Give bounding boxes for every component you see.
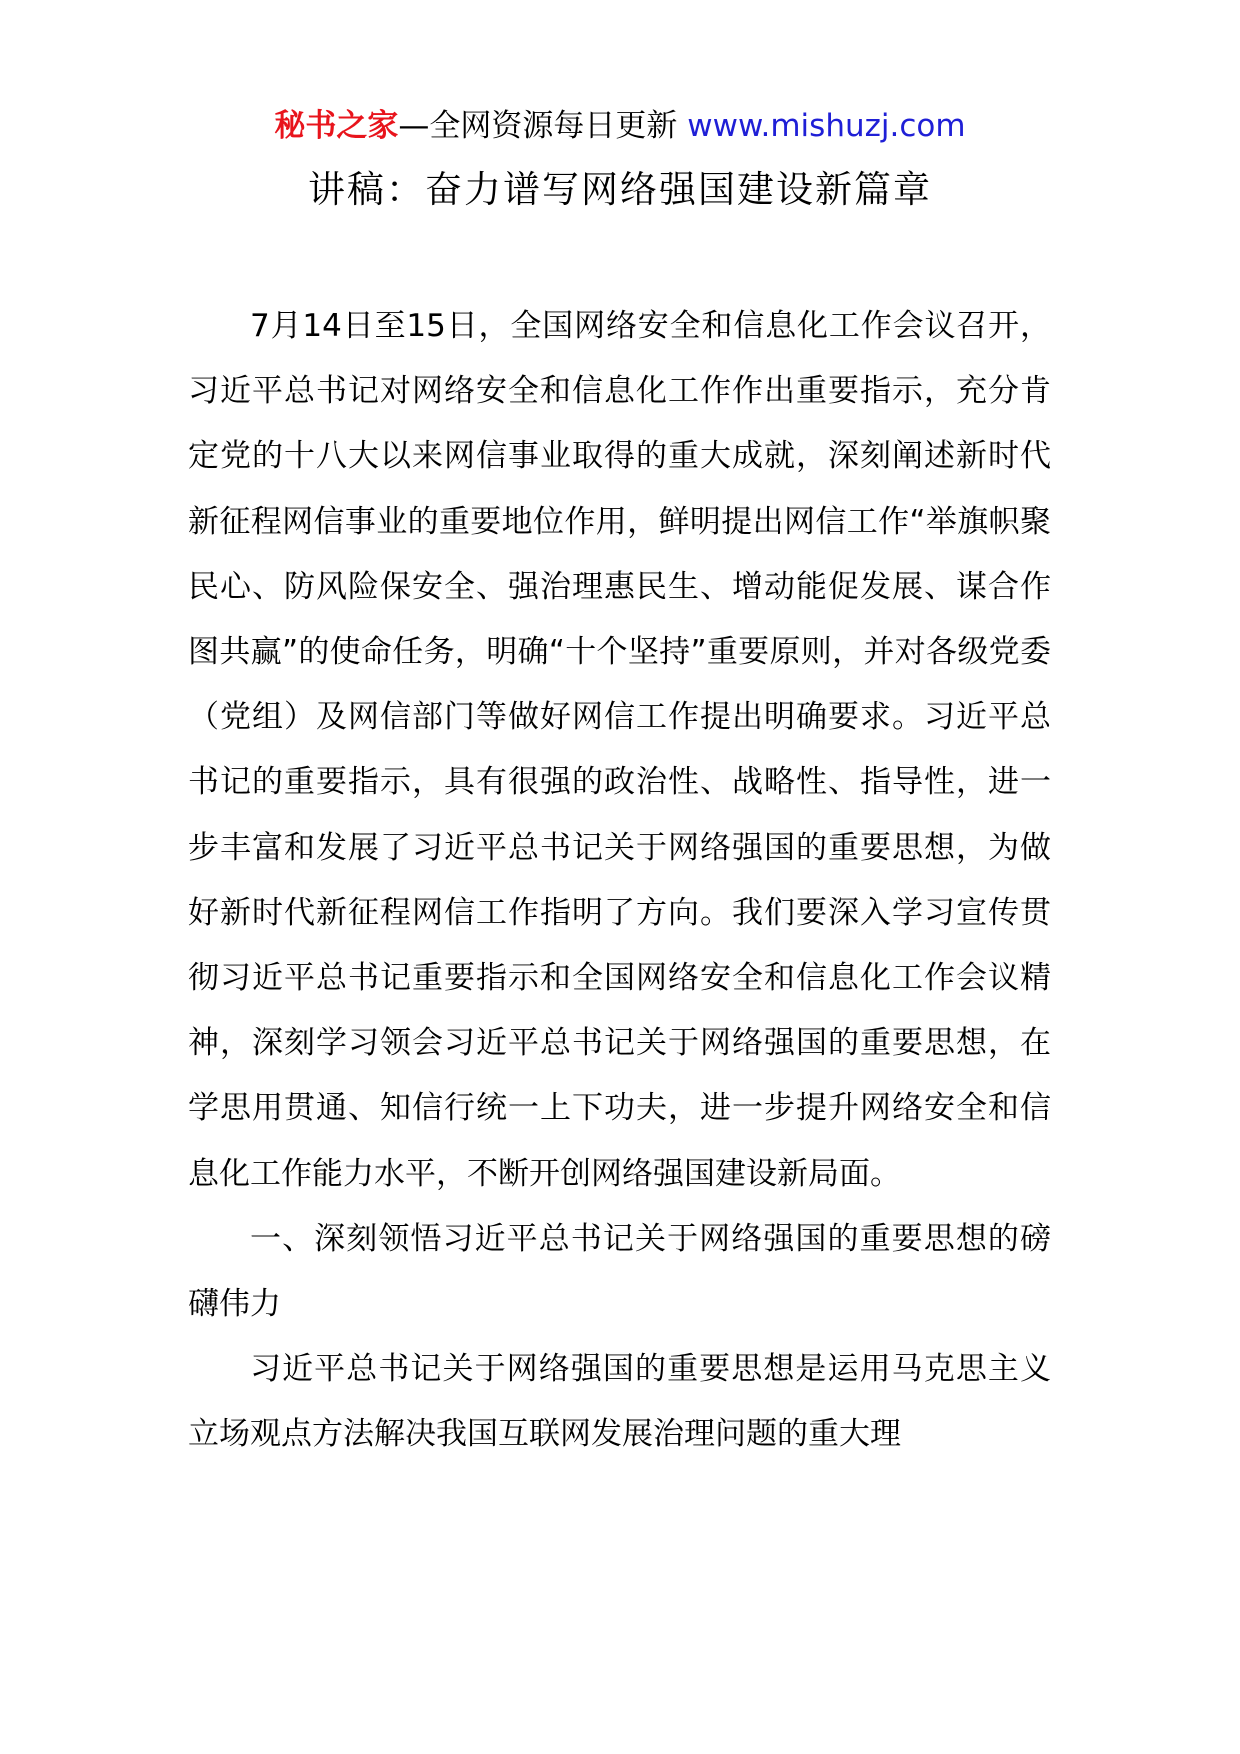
site-url-link[interactable]: www.mishuzj.com bbox=[687, 108, 966, 144]
site-tagline: —全网资源每日更新 bbox=[398, 108, 688, 144]
section-paragraph: 习近平总书记关于网络强国的重要思想是运用马克思主义立场观点方法解决我国互联网发展治理问题的重大理 bbox=[188, 1351, 1051, 1453]
document-body bbox=[188, 294, 1051, 1468]
site-name: 秘书之家 bbox=[274, 108, 399, 144]
document-title: 讲稿：奋力谱写网络强国建设新篇章 bbox=[308, 168, 932, 211]
intro-paragraph: 7月14日至15日，全国网络安全和信息化工作会议召开，习近平总书记对网络安全和信息化工作作出重要指示，充分肯定党的十八大以来网信事业取得的重大成就，深刻阐述新时代新征程网信事业的重要地位作用，鲜明提出网信工作“举旗帜聚民心、防风险保安全、强治理惠民生、增动能促发展、谋合作图共赢”的使命任务，明确“十个坚持”重要原则，并对各级党委（党组）及网信部门等做好网信工作提出明确要求。习近平总书记的重要指示，具有很强的政治性、战略性、指导性，进一步丰富和发展了习近平总书记关于网络强国的重要思想，为做好新时代新征程网信工作指明了方向。我们要深入学习宣传贯彻习近平总书记重要指示和全国网络安全和信息化工作会议精神，深刻学习领会习近平总书记关于网络强国的重要思想，在学思用贯通、知信行统一上下功夫，进一步提升网络安全和信息化工作能力水平，不断开创网络强国建设新局面。 bbox=[188, 308, 1051, 1192]
site-header bbox=[0, 104, 1240, 148]
section-heading-1: 一、深刻领悟习近平总书记关于网络强国的重要思想的磅礴伟力 bbox=[188, 1220, 1051, 1323]
